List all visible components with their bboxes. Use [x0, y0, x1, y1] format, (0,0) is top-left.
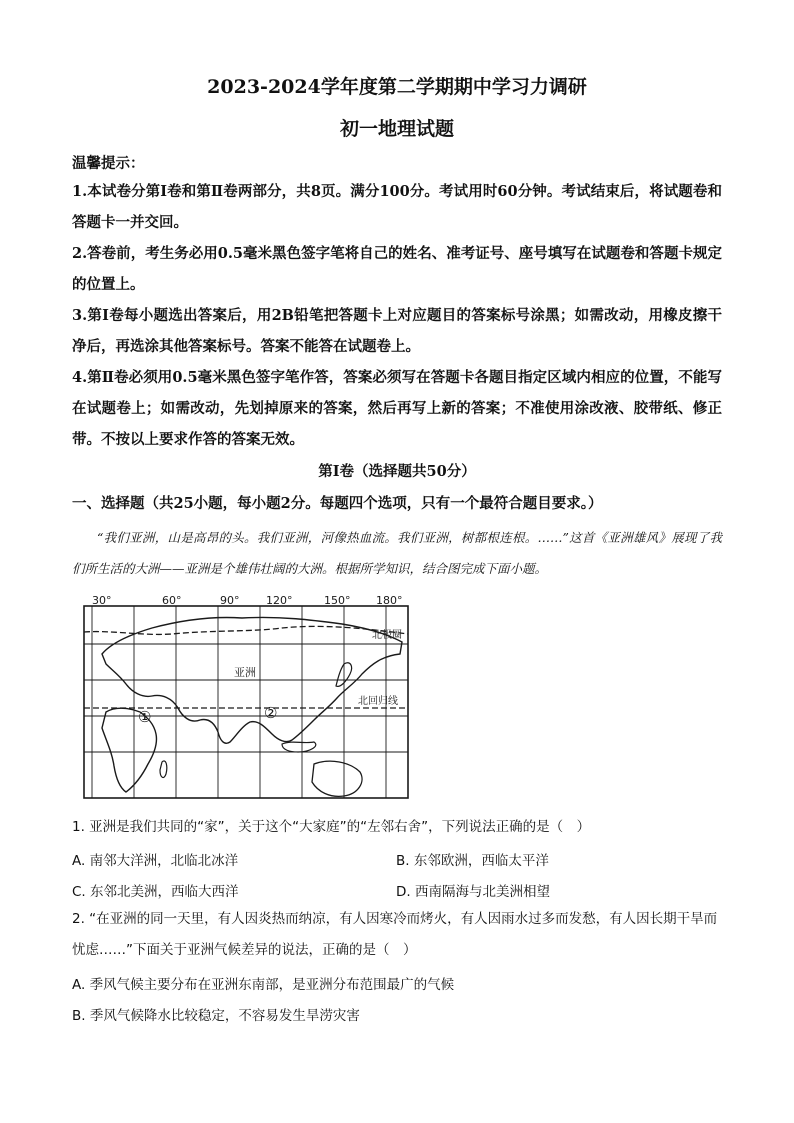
- question-1-option-a[interactable]: A. 南邻大洋洲，北临北冰洋: [72, 853, 239, 869]
- asia-map: [82, 594, 410, 800]
- lon-label-120: 120°: [266, 594, 293, 607]
- part-heading: 一、选择题（共25小题，每小题2分。每题四个选项，只有一个最符合题目要求。）: [72, 495, 603, 512]
- notice-heading: 温馨提示：: [72, 155, 145, 172]
- lon-label-180: 180°: [376, 594, 403, 607]
- section-title: 第Ⅰ卷（选择题共50分）: [318, 463, 476, 480]
- lon-label-60: 60°: [162, 594, 182, 607]
- lon-label-150: 150°: [324, 594, 351, 607]
- map-marker-1: ①: [138, 708, 152, 726]
- question-1-option-c[interactable]: C. 东邻北美洲，西临大西洋: [72, 884, 239, 900]
- asia-label: 亚洲: [234, 666, 256, 679]
- map-marker-2: ②: [264, 704, 278, 722]
- question-2-option-b[interactable]: B. 季风气候降水比较稳定，不容易发生旱涝灾害: [72, 1008, 360, 1024]
- question-2-stem: 2. “在亚洲的同一天里，有人因炎热而纳凉，有人因寒冷而烤火，有人因雨水过多而发愁，有人因长期干旱而忧虑……”下面关于亚洲气候差异的说法，正确的是（ ）: [72, 911, 718, 958]
- exam-subtitle: 初一地理试题: [339, 118, 454, 140]
- notice-item-1: 1.本试卷分第Ⅰ卷和第Ⅱ卷两部分，共8页。满分100分。考试用时60分钟。考试结束后，将试题卷和答题卡一并交回。: [72, 183, 722, 231]
- notice-item-2: 2.答卷前，考生务必用0.5毫米黑色签字笔将自己的姓名、准考证号、座号填写在试题卷和答题卡规定的位置上。: [72, 245, 722, 293]
- tropic-label: 北回归线: [358, 696, 398, 707]
- notice-item-4: 4.第Ⅱ卷必须用0.5毫米黑色签字笔作答，答案必须写在答题卡各题目指定区域内相应的位置，不能写在试题卷上；如需改动，先划掉原来的答案，然后再写上新的答案；不准使用涂改液、胶带纸、修正带。不按以上要求作答的答案无效。: [72, 369, 722, 448]
- reading-intro: “我们亚洲，山是高昂的头。我们亚洲，河像热血流。我们亚洲，树都根连根。……”这首《亚洲雄风》展现了我们所生活的大洲——亚洲是个雄伟壮阔的大洲。根据所学知识，结合图完成下面小题。: [72, 530, 722, 576]
- exam-title: 2023-2024学年度第二学期期中学习力调研: [207, 76, 587, 98]
- lon-label-30: 30°: [92, 594, 112, 607]
- notice-item-3: 3.第Ⅰ卷每小题选出答案后，用2B铅笔把答题卡上对应题目的答案标号涂黑；如需改动，用橡皮擦干净后，再选涂其他答案标号。答案不能答在试题卷上。: [72, 307, 722, 355]
- question-1-option-d[interactable]: D. 西南隔海与北美洲相望: [396, 884, 550, 900]
- arctic-circle-label: 北极圈: [372, 630, 402, 641]
- question-1-option-b[interactable]: B. 东邻欧洲，西临太平洋: [396, 853, 549, 869]
- question-1-stem: 1. 亚洲是我们共同的“家”，关于这个“大家庭”的“左邻右舍”，下列说法正确的是（ ）: [72, 819, 591, 835]
- question-2-option-a[interactable]: A. 季风气候主要分布在亚洲东南部，是亚洲分布范围最广的气候: [72, 977, 455, 993]
- lon-label-90: 90°: [220, 594, 240, 607]
